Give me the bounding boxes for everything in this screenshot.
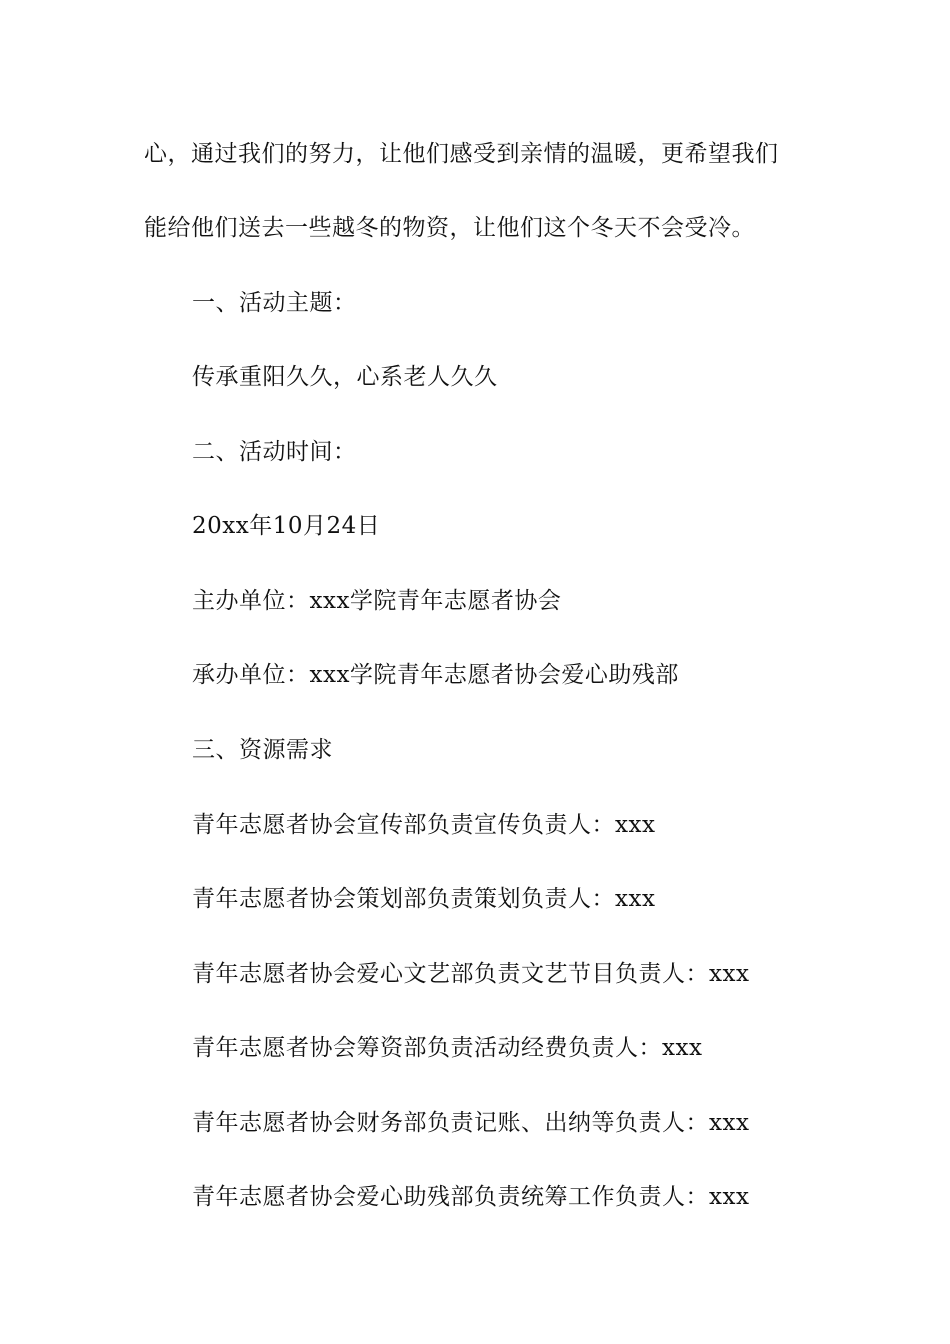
body-paragraph-continuation: 能给他们送去一些越冬的物资，让他们这个冬天不会受冷。 [144,215,755,241]
section-heading-theme: 一、活动主题： [192,290,357,316]
activity-theme-text: 传承重阳久久，心系老人久久 [192,364,498,390]
resource-item-coordination: 青年志愿者协会爱心助残部负责统筹工作负责人：xxx [192,1184,750,1210]
section-heading-resources: 三、资源需求 [192,737,333,763]
resource-item-arts: 青年志愿者协会爱心文艺部负责文艺节目负责人：xxx [192,961,750,987]
organizer-text: 主办单位：xxx学院青年志愿者协会 [192,588,562,614]
resource-item-finance: 青年志愿者协会财务部负责记账、出纳等负责人：xxx [192,1110,750,1136]
body-paragraph-continuation: 心，通过我们的努力，让他们感受到亲情的温暖，更希望我们 [144,141,779,167]
co-organizer-text: 承办单位：xxx学院青年志愿者协会爱心助残部 [192,662,679,688]
resource-item-publicity: 青年志愿者协会宣传部负责宣传负责人：xxx [192,812,656,838]
activity-date-text: 20xx年10月24日 [192,513,381,539]
section-heading-time: 二、活动时间： [192,439,357,465]
resource-item-planning: 青年志愿者协会策划部负责策划负责人：xxx [192,886,656,912]
resource-item-funding: 青年志愿者协会筹资部负责活动经费负责人：xxx [192,1035,703,1061]
